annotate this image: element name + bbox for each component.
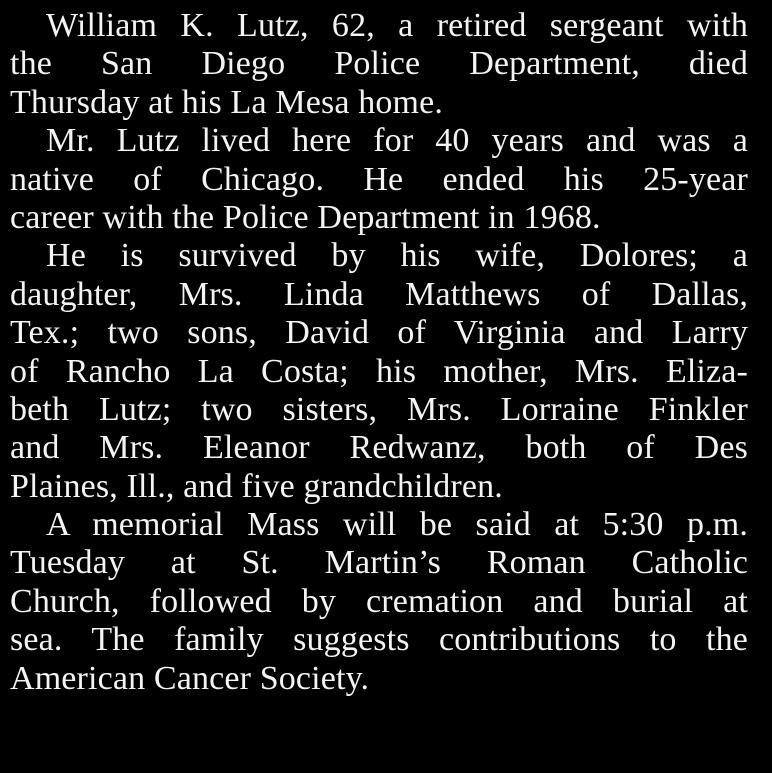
- paragraph-2: [10, 122, 748, 237]
- text-line: beth Lutz; two sisters, Mrs. Lorraine Finkler: [10, 390, 748, 428]
- text-line: native of Chicago. He ended his 25-year: [10, 160, 748, 198]
- obituary-article: [10, 7, 748, 698]
- text-line: American Cancer Society.: [10, 659, 370, 697]
- text-line: Tuesday at St. Martin’s Roman Catholic: [10, 544, 748, 582]
- text-line: Thursday at his La Mesa home.: [10, 83, 444, 121]
- paragraph-4: [10, 506, 748, 698]
- text-line: sea. The family suggests contributions to the: [10, 621, 748, 659]
- text-line: Church, followed by cremation and burial at: [10, 582, 748, 620]
- text-line: of Rancho La Costa; his mother, Mrs. Eliza-: [10, 352, 748, 390]
- text-line: Plaines, Ill., and five grandchildren.: [10, 467, 503, 505]
- text-line: A memorial Mass will be said at 5:30 p.m.: [46, 506, 748, 544]
- paragraph-3: [10, 237, 748, 506]
- text-line: and Mrs. Eleanor Redwanz, both of Des: [10, 429, 748, 467]
- text-line: Mr. Lutz lived here for 40 years and was a: [46, 122, 748, 160]
- text-line: William K. Lutz, 62, a retired sergeant with: [46, 7, 748, 44]
- text-line: career with the Police Department in 1968.: [10, 198, 601, 236]
- text-line: He is survived by his wife, Dolores; a: [46, 237, 748, 275]
- text-line: daughter, Mrs. Linda Matthews of Dallas,: [10, 275, 748, 313]
- text-line: Tex.; two sons, David of Virginia and Larry: [10, 314, 748, 352]
- text-line: the San Diego Police Department, died: [10, 45, 748, 83]
- paragraph-1: [10, 7, 748, 122]
